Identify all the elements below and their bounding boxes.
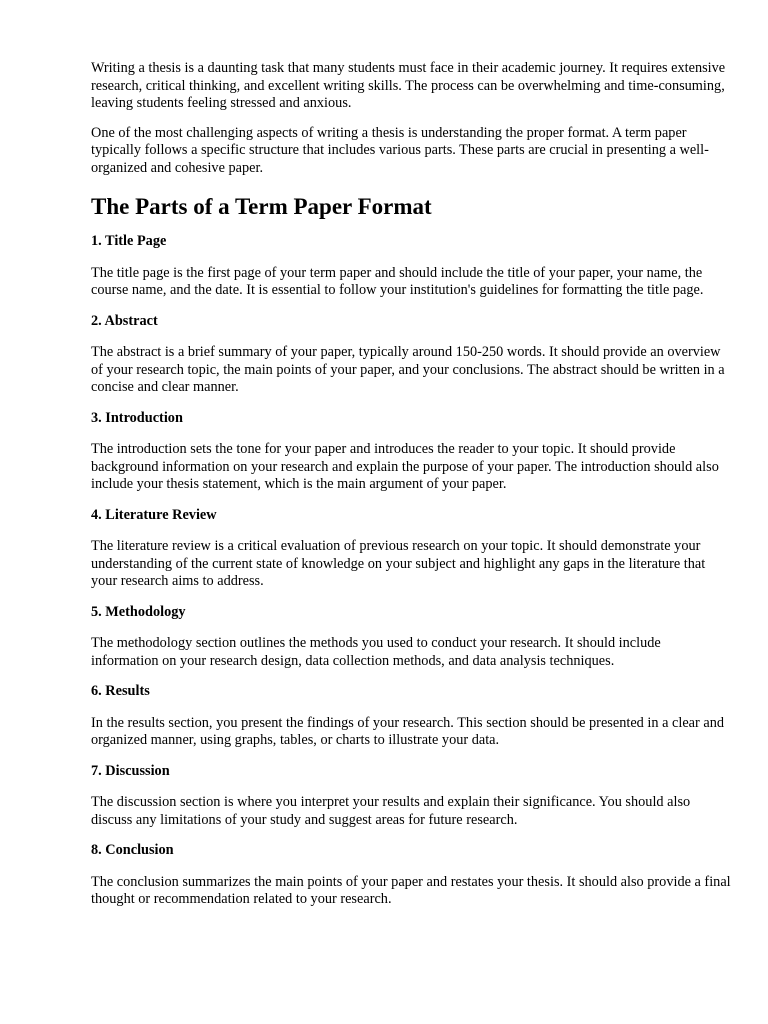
section-body: The title page is the first page of your term paper and should include the title of your paper, your name, the course name, and the date. It is essential to follow your institution's guidelines for formatting the title page. xyxy=(91,264,704,298)
section-heading: 1. Title Page xyxy=(91,233,167,249)
section-introduction xyxy=(91,410,731,494)
section-body: The introduction sets the tone for your paper and introduces the reader to your topic. It should provide background information on your research and explain the purpose of your paper. The introduction should also include your thesis statement, which is the main argument of your paper. xyxy=(91,441,719,492)
section-body: The methodology section outlines the methods you used to conduct your research. It should include information on your research design, data collection methods, and data analysis techniques. xyxy=(91,635,661,669)
section-abstract xyxy=(91,313,731,397)
section-methodology xyxy=(91,604,731,671)
section-heading: 4. Literature Review xyxy=(91,506,217,523)
section-body: In the results section, you present the findings of your research. This section should be presented in a clear and organized manner, using graphs, tables, or charts to illustrate your data. xyxy=(91,714,724,748)
section-results xyxy=(91,683,731,750)
section-heading: 2. Abstract xyxy=(91,312,158,329)
section-literature-review xyxy=(91,507,731,591)
section-heading: 6. Results xyxy=(91,683,150,699)
section-body: The conclusion summarizes the main points of your paper and restates your thesis. It should also provide a final thought or recommendation related to your research. xyxy=(91,873,731,907)
section-body: The literature review is a critical evaluation of previous research on your topic. It should demonstrate your understanding of the current state of knowledge on your subject and highlight any gaps in the literature that your research aims to address. xyxy=(91,538,706,589)
section-heading: 7. Discussion xyxy=(91,762,170,779)
section-heading: 8. Conclusion xyxy=(91,842,174,858)
section-title-page xyxy=(91,233,731,300)
document-page xyxy=(91,60,731,922)
section-body: The discussion section is where you interpret your results and explain their significance. You should also discuss any limitations of your study and suggest areas for future research. xyxy=(91,794,691,828)
intro-paragraph-2: One of the most challenging aspects of writing a thesis is understanding the proper format. A term paper typically follows a specific structure that includes various parts. These parts are crucial in presenting a well-organized and cohesive paper. xyxy=(91,124,709,176)
section-discussion xyxy=(91,763,731,830)
section-heading: 3. Introduction xyxy=(91,409,183,426)
section-heading: 5. Methodology xyxy=(91,603,186,620)
main-heading: The Parts of a Term Paper Format xyxy=(91,194,432,219)
section-body: The abstract is a brief summary of your paper, typically around 150-250 words. It should provide an overview of your research topic, the main points of your paper, and your conclusions. The abstract should be written in a concise and clear manner. xyxy=(91,344,725,395)
intro-paragraph-1: Writing a thesis is a daunting task that many students must face in their academic journey. It requires extensive research, critical thinking, and excellent writing skills. The process can be overwhelming and time-consuming, leaving students feeling stressed and anxious. xyxy=(91,60,726,111)
section-conclusion xyxy=(91,842,731,909)
